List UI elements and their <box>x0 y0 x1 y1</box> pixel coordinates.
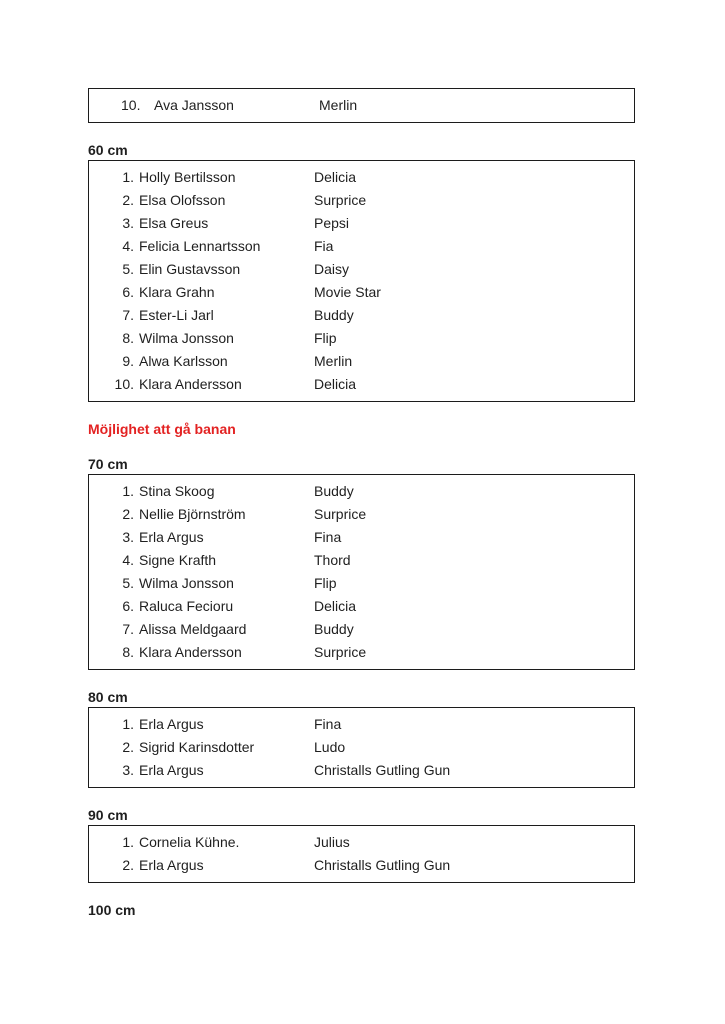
entry-number: 2. <box>122 739 134 755</box>
class-heading-60-cm: 60 cm <box>88 142 128 158</box>
entry-row <box>89 618 634 641</box>
entry-row <box>89 480 634 503</box>
horse-name: Ludo <box>314 739 346 755</box>
class-heading-80-cm: 80 cm <box>88 689 128 705</box>
rider-name: Sigrid Karinsdotter <box>139 739 255 755</box>
rider-name: Ester-Li Jarl <box>139 307 214 323</box>
horse-name: Movie Star <box>314 284 381 300</box>
rider-name: Elin Gustavsson <box>139 261 241 277</box>
horse-name: Delicia <box>314 598 357 614</box>
entry-number: 1. <box>122 716 134 732</box>
rider-name: Erla Argus <box>139 716 204 732</box>
rider-name: Klara Grahn <box>139 284 215 300</box>
rider-name: Alissa Meldgaard <box>139 621 247 637</box>
entry-row <box>89 189 634 212</box>
rider-name: Ava Jansson <box>154 97 234 113</box>
horse-name: Buddy <box>314 621 354 637</box>
startlist-box <box>88 825 635 883</box>
rider-name: Wilma Jonsson <box>139 330 234 346</box>
entry-row <box>89 713 634 736</box>
entry-number: 1. <box>122 834 134 850</box>
entry-number: 8. <box>122 644 134 660</box>
rider-name: Wilma Jonsson <box>139 575 234 591</box>
rider-name: Klara Andersson <box>139 644 242 660</box>
entry-row <box>89 854 634 877</box>
entry-number: 1. <box>122 483 134 499</box>
entry-number: 7. <box>122 307 134 323</box>
horse-name: Pepsi <box>314 215 350 231</box>
horse-name: Christalls Gutling Gun <box>314 762 451 778</box>
entry-row <box>89 526 634 549</box>
entry-number: 4. <box>122 238 134 254</box>
rider-name: Erla Argus <box>139 762 204 778</box>
entry-row <box>89 327 634 350</box>
entry-number: 6. <box>122 598 134 614</box>
rider-name: Elsa Greus <box>139 215 209 231</box>
class-heading-70-cm: 70 cm <box>88 456 128 472</box>
entry-row <box>89 304 634 327</box>
horse-name: Delicia <box>314 169 357 185</box>
course-walk-notice: Möjlighet att gå banan <box>88 421 236 437</box>
horse-name: Surprice <box>314 192 367 208</box>
horse-name: Buddy <box>314 307 354 323</box>
entry-number: 8. <box>122 330 134 346</box>
rider-name: Nellie Björnström <box>139 506 246 522</box>
entry-row <box>89 166 634 189</box>
horse-name: Delicia <box>314 376 357 392</box>
startlist-box <box>88 160 635 402</box>
entry-number: 1. <box>122 169 134 185</box>
startlist-box <box>88 707 635 788</box>
rider-name: Signe Krafth <box>139 552 217 568</box>
entry-row <box>89 212 634 235</box>
startlist-box <box>88 474 635 670</box>
entry-number: 5. <box>122 575 134 591</box>
rider-name: Erla Argus <box>139 529 204 545</box>
entry-row <box>89 94 634 117</box>
entry-number: 3. <box>122 529 134 545</box>
horse-name: Surprice <box>314 644 367 660</box>
horse-name: Merlin <box>319 97 358 113</box>
startlist-box <box>88 88 635 123</box>
entry-row <box>89 572 634 595</box>
rider-name: Alwa Karlsson <box>139 353 228 369</box>
horse-name: Merlin <box>314 353 353 369</box>
entry-row <box>89 736 634 759</box>
horse-name: Fia <box>314 238 334 254</box>
rider-name: Elsa Olofsson <box>139 192 226 208</box>
class-heading-100-cm: 100 cm <box>88 902 136 918</box>
entry-number: 4. <box>122 552 134 568</box>
rider-name: Cornelia Kühne. <box>139 834 240 850</box>
horse-name: Surprice <box>314 506 367 522</box>
horse-name: Thord <box>314 552 351 568</box>
horse-name: Fina <box>314 529 342 545</box>
entry-row <box>89 350 634 373</box>
entry-row <box>89 258 634 281</box>
rider-name: Felicia Lennartsson <box>139 238 261 254</box>
rider-name: Klara Andersson <box>139 376 242 392</box>
entry-number: 5. <box>122 261 134 277</box>
sections-container <box>88 88 725 918</box>
entry-number: 3. <box>122 215 134 231</box>
entry-number: 2. <box>122 192 134 208</box>
class-heading-90-cm: 90 cm <box>88 807 128 823</box>
horse-name: Flip <box>314 575 337 591</box>
entry-row <box>89 503 634 526</box>
entry-number: 9. <box>122 353 134 369</box>
horse-name: Fina <box>314 716 342 732</box>
entry-row <box>89 549 634 572</box>
entry-row <box>89 641 634 664</box>
rider-name: Raluca Fecioru <box>139 598 234 614</box>
entry-row <box>89 759 634 782</box>
rider-name: Stina Skoog <box>139 483 215 499</box>
entry-number: 2. <box>122 857 134 873</box>
horse-name: Buddy <box>314 483 354 499</box>
horse-name: Christalls Gutling Gun <box>314 857 451 873</box>
entry-number: 2. <box>122 506 134 522</box>
horse-name: Daisy <box>314 261 350 277</box>
entry-row <box>89 235 634 258</box>
entry-number: 10. <box>121 97 141 113</box>
entry-number: 7. <box>122 621 134 637</box>
entry-number: 6. <box>122 284 134 300</box>
horse-name: Julius <box>314 834 350 850</box>
entry-number: 10. <box>114 376 134 392</box>
rider-name: Holly Bertilsson <box>139 169 236 185</box>
entry-row <box>89 595 634 618</box>
entry-row <box>89 831 634 854</box>
entry-row <box>89 281 634 304</box>
horse-name: Flip <box>314 330 337 346</box>
entry-row <box>89 373 634 396</box>
rider-name: Erla Argus <box>139 857 204 873</box>
entry-number: 3. <box>122 762 134 778</box>
